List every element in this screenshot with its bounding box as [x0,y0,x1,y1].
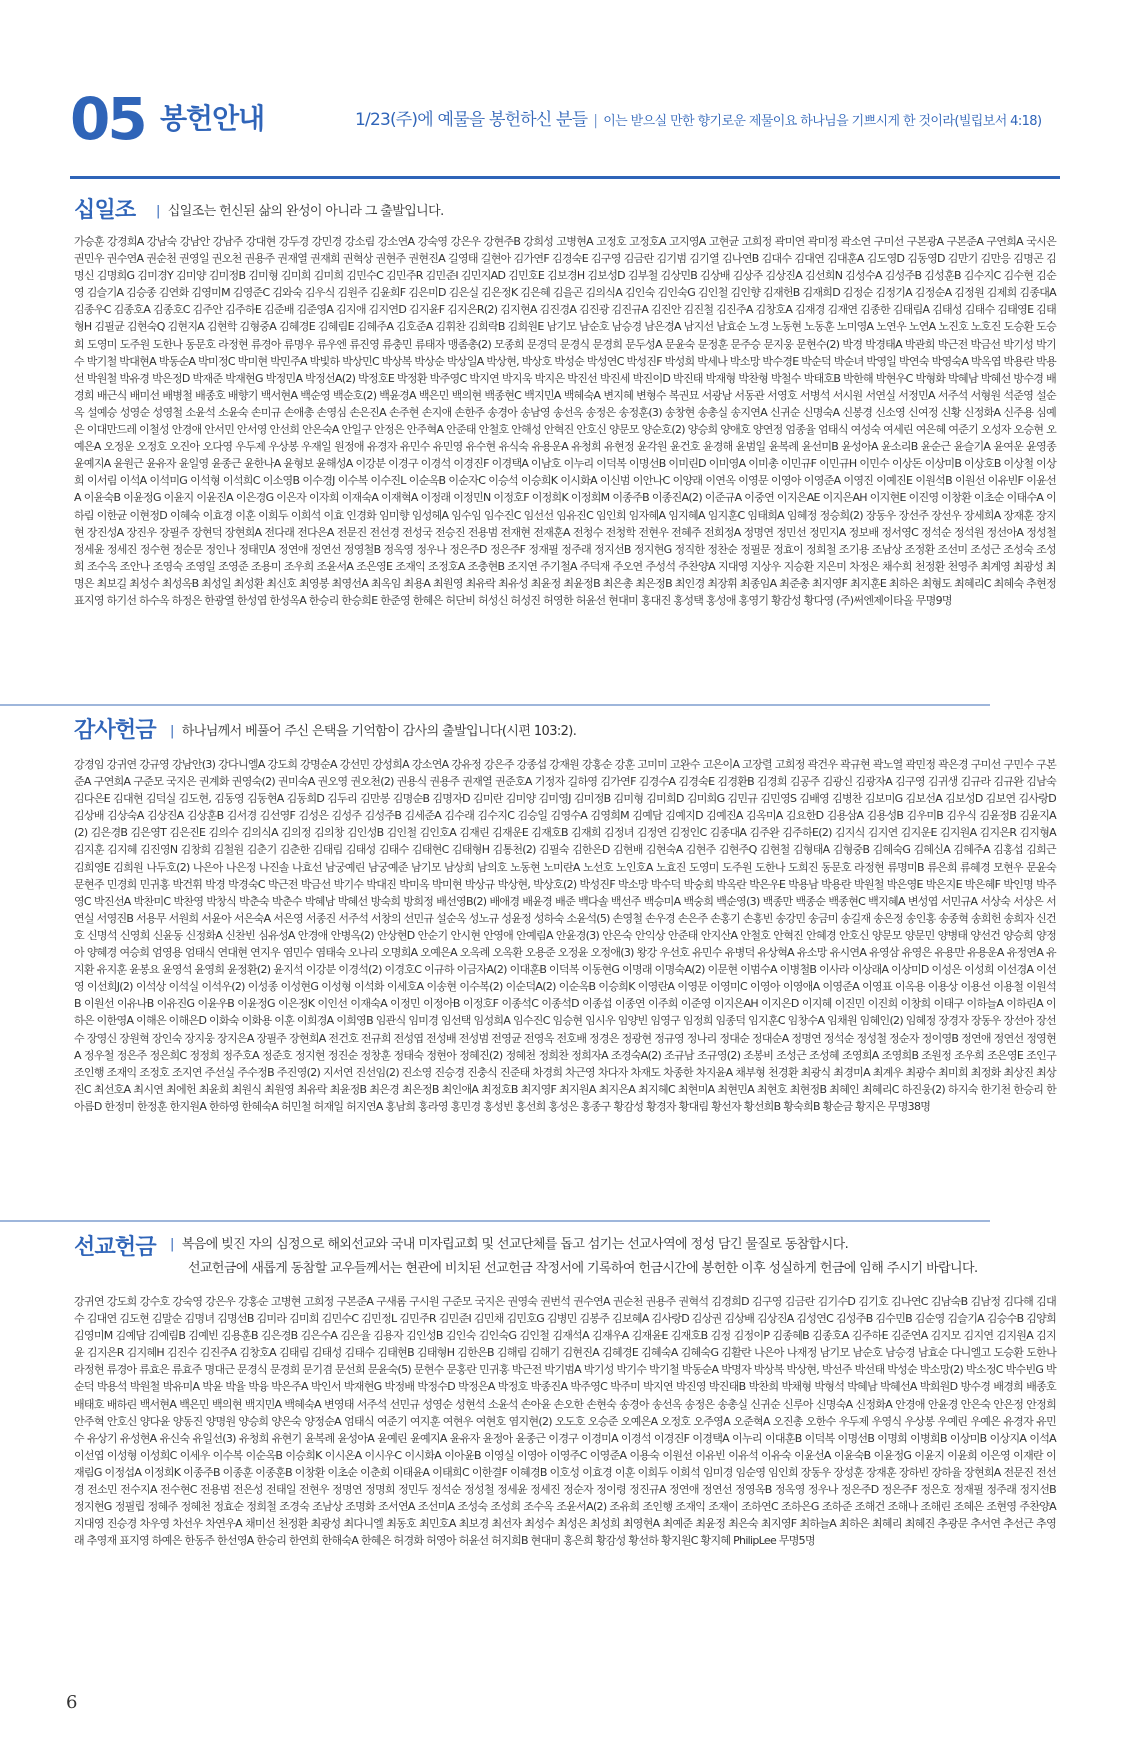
section-number: 05 [70,85,145,153]
page-header [70,85,1060,184]
page-title: 봉헌안내 [160,102,265,135]
page-number: 6 [66,1692,78,1713]
section-thanksgiving [70,716,1060,1186]
section-heading [70,1233,1060,1283]
section-separator: | [170,1237,174,1252]
header-subtitle [355,108,1041,134]
section-title: 감사헌금 [74,718,156,743]
section-divider [0,1220,990,1222]
section-separator: | [170,724,174,739]
donor-name-list: 가승훈 강경희A 강남숙 강남안 강남주 강대현 강두경 강민경 강소림 강소연A 강숙영 강은우 강현주B 강희성 고병현A 고정호 고정호A 고지영A 고현균 고희정 곽미연 곽미정 곽소연 구미선 구본광A 구본준A 구연희A 국시은 권민우 권수연A 권순천 권영일 권오천 권용주 권재열 권재희 권혁상 권현주 권현진A 길영태 길현아 김가연F 김경숙E 김구영 김금란 김기범 김기열 김나연B 김대수 김대연 김대훈A 김도영D 김동영D 김만기 김만응 김명곤 김명신 김명희G 김미경Y 김미양 김미정B 김미형 김미희 김미희 김민수C 김민주R 김민준I 김민지AD 김민호E 김보경H 김보성D 김부철 김상민B 김상배 김상주 김상진A 김선희N 김성수A 김성주B 김성훈B 김수지C 김수현 김순영 김슬기A 김승종 김연화 김영미M 김영준C 김와숙 김우식 김원주 김윤희F 김은미D 김은실 김은정K 김은혜 김을곤 김의식A 김인숙 김인숙G 김인철 김인향 김재헌B 김재희D 김정순 김정기A 김정순A 김정원 김제희 김종대A 김종우C 김종호A 김종호C 김주안 김주하E 김준배 김준영A 김지애 김지연D 김지윤F 김지은R(2) 김지현A 김진경A 김진광 김진규A 김진안 김진철 김진주A 김창호A 김재경 김재연 김종한 김태림A 김태성 김태수 김태영E 김태형H 김필균 김현숙Q 김현지A 김현학 김형중A 김혜경E 김혜림E 김혜주A 김호준A 김휘찬 김희락B 김희원E 남기모 남순호 남승경 남은경A 남지선 남효순 노경 노동현 노동훈 노미영A 노연우 노연A 노진호 노호진 도승환 도승희 도영미 도주원 도한나 동문호 라정현 류경아 류명우 류우엔 류진영 류충민 류태자 맹좀총(2) 모종희 문경덕 문경식 문경희 문두성A 문윤숙 문정훈 문주승 문지웅 문현수(2) 박경 박경태A 박관희 박근전 박금선 박기성 박기수 박기철 박대현A 박동순A 박미정C 박미현 박민주A 박빛하 박상민C 박상복 박상순 박상일A 박상현, 박상호 박성순 박성연C 박성진F 박성희 박세나 박소망 박수경E 박순덕 박순녀 박영일 박연숙 박영숙A 박옥엽 박용란 박용선 박원철 박유경 박은정D 박재준 박재현G 박정민A 박정선A(2) 박정호E 박정환 박주영C 박지연 박지욱 박지은 박진선 박진세 박진이D 박진태 박재형 박찬형 박철수 박태호B 박한해 박현우C 박형화 박혜남 박혜선 방수경 배경희 배근식 배미선 배병철 배종호 배향기 백서현A 백순영 백순호(2) 백윤경A 백은민 백의현 백종현C 백지민A 백혜숙A 변지혜 변형수 복권묘 서광남 서동관 서영호 서병석 서시원 서연실 서정민A 서주석 서형원 석준영 설순옥 설예승 성영순 성영철 소윤석 소윤숙 손미규 손애총 손영심 손은진A 손주현 손지애 손한주 송경아 송남영 송선옥 송정은 송정훈(3) 송창현 송총실 송지연A 신귀순 신명숙A 신봉경 신소영 신여정 신황 신정화A 신주용 심예은 이대만드레 이철성 안경애 안서민 안서영 안선희 안은숙A 안일구 안정은 안주혁A 안준태 안철호 안해성 안혁진 안호신 양문모 양순호(2) 양승희 양애호 양연정 엄종율 엄태식 여성숙 여세린 여은혜 여준기 오성자 오승현 오예은A 오정운 오정호 오진아 오다영 우두제 우상봉 우재일 원정애 유경자 유민수 유민영 유수현 유식숙 유용운A 유청희 유현정 윤각원 윤건호 윤경해 윤범일 윤복례 윤선미B 윤성아A 윤소리B 윤순근 윤슬기A 윤여운 윤영종 윤예지A 윤원근 윤유자 윤일영 윤종근 윤한나A 윤형보 윤해성A 이강분 이경구 이경석 이경진F 이경택A 이남호 이누리 이덕복 이명선B 이미린D 이미영A 이미총 이민규F 이민규H 이민수 이상돈 이상미B 이상호B 이상철 이상희 이서림 이석A 이석미G 이석형 이석희C 이소영B 이수경J 이수복 이수진L 이순옥B 이순자C 이승석 이승희K 이시화A 이신범 이안나C 이양래 이연옥 이영문 이영아 이영준A 이영진 이예진E 이원석B 이원선 이유빈F 이윤선A 이윤숙B 이윤정G 이윤지 이윤진A 이은경G 이은자 이자희 이재숙A 이재혁A 이정래 이정민N 이정호F 이정희K 이정희M 이종주B 이종진A(2) 이준규A 이중연 이지은AE 이지은AH 이지현E 이진영 이창환 이초순 이태수A 이하림 이한균 이현정D 이혜숙 이효경 이훈 이희두 이희석 이효 인경화 임미향 임성헤A 임수임 임수진C 임선선 임유진C 임인희 임자혜A 임지혜A 임지훈C 임태희A 임혜정 정승희(2) 장동우 장선주 장선우 장세희A 장재훈 장지현 장진성A 장진우 장필주 장현덕 장현희A 전다래 전다은A 전문진 전선경 전성국 전승진 전용범 전재현 전재훈A 전청수 전청학 전현우 전혜주 전희정A 정명연 정민선 정민지A 정보배 정서영C 정석순 정석원 정선아A 정성철 정세윤 정세진 정수현 정순문 정인나 정태민A 정연애 정연선 정영철B 정옥영 정우나 정은주D 정은주F 정재필 정주래 정지선B 정지현G 정직한 정찬순 정필문 정효이 정희철 조기용 조남상 조정환 조선미 조성근 조성숙 조성희 조수옥 조안나 조영숙 조영일 조영준 조용미 조우희 조윤서A 조은영E 조재익 조정호A 조충현B 조지연 주기철A 주덕재 주오연 주성석 주찬양A 지대영 지상우 지승환 지은미 차정은 채수희 천정환 천영주 최계영 최광성 최명은 최보길 최성수 최성옥B 최성일 최성환 최신호 최영봉 최영선A 최옥임 최용A 최원영 최유락 최유성 최윤정 최윤정B 최은총 최은정B 최인경 최장휘 최종임A 최준총 최지영F 최지훈E 최하은 최형도 최혜리C 최혜숙 추현정 표지영 하기선 하수옥 하정은 한광열 한성엽 한성옥A 한승리 한승희E 한준영 한혜은 허단비 허성신 허성진 허영한 허윤선 현대미 홍대진 홍성택 홍성애 홍영기 황감성 황다영 (주)써엔제이타올 무명9명 [74,235,1056,607]
header-rule [70,176,1060,179]
section-description-text: 십일조는 헌신된 삶의 완성이 아니라 그 출발입니다. [167,204,444,219]
section-title: 선교헌금 [74,1235,156,1260]
section-separator: | [156,204,160,219]
section-description-line2: 선교헌금에 새롭게 동참할 교우들께서는 현관에 비치된 선교헌금 작정서에 기록하여 헌금시간에 봉헌한 이후 성실하게 헌금에 임해 주시기 바랍니다. [188,1261,978,1276]
section-title: 십일조 [74,198,136,223]
section-missions [70,1233,1060,1673]
header-separator: | [593,113,598,129]
section-description-text: 복음에 빚진 자의 심정으로 해외선교와 국내 미자립교회 및 선교단체를 돕고 섬기는 선교사역에 정성 담긴 물질로 동참합시다. [181,1237,849,1252]
section-description [170,722,576,742]
section-heading [70,196,1060,230]
bible-verse: 이는 받으실 만한 향기로운 제물이요 하나님을 기쁘시게 한 것이라(빌립보서 4:18) [603,114,1042,129]
section-description-text: 하나님께서 베풀어 주신 은택을 기억함이 감사의 출발입니다(시편 103:2). [181,724,577,739]
date-caption: 1/23(주)에 예물을 봉헌하신 분들 [355,110,588,130]
section-description [170,1235,848,1255]
section-heading [70,716,1060,750]
section-divider [0,704,990,706]
donor-name-list: 강귀연 강도희 강수호 강숙영 강은우 강홍순 고병현 고희정 구본준A 구새롬 구시원 구준모 국지은 권영숙 권번석 권수연A 권순천 권용주 권혁석 김경희D 김구영 김금란 김기수D 김기호 김나연C 김남숙B 김남정 김다해 김대수 김대연 김도현 김말순 김명녀 김명선B 김미라 김미희 김민수C 김민정L 김민주R 김민준I 김민채 김민호G 김병민 김봉주 김보혜A 김사랑D 김상권 김상배 김상진A 김성연C 김성주B 김수민B 김순영 김슬기A 김승수B 김양희 김영미M 김예담 김예림B 김예빈 김용훈B 김은경B 김은수A 김은율 김용자 김인성B 김인숙 김인숙G 김인철 김재석A 김재우A 김재윤E 김재호B 김정 김정이P 김종혜B 김종호A 김주하E 김준연A 김지모 김지연 김지원A 김지윤 김지은R 김지혜H 김진수 김진주A 김창호A 김태림 김태성 김태수 김태현B 김태형H 김한은B 김해림 김해기 김현진A 김혜경E 김혜숙A 김혜숙G 김활란 나은아 나재정 남기모 남순호 남승경 남효순 다니엘고 도승환 도한나 라정현 류경아 류효은 류효주 명대근 문경식 문경희 문기겸 문선희 문윤숙(5) 문현수 문홍란 민귀홍 박근전 박기범A 박기성 박기수 박기철 박동순A 박명자 박상복 박상현, 박선주 박선태 박성순 박소망(2) 박소정C 박수빈G 박순덕 박용석 박원철 박유미A 박윤 박율 박융 박은주A 박인서 박재현G 박정배 박정수D 박정은A 박정호 박종진A 박주영C 박주미 박지연 박진영 박진태B 박찬희 박채형 박형석 박혜남 박혜선A 박희원D 방수경 배경희 배종호 배태호 배하린 백서현A 백은민 백의현 백지민A 백혜숙A 변영태 서주석 선민규 성영순 성현석 소윤석 손아윤 손오한 손현숙 송경아 송선옥 송정은 송총실 신귀순 신루아 신명숙A 신정화A 안경애 안윤경 안은숙 안은정 안정희 안주혁 안호신 양다윤 양동진 양명원 양승희 양은숙 양정순A 엄태식 여준기 여지훈 여현우 여현호 염지현(2) 오도호 오승준 오예은A 오정호 오주영A 오준혁A 오진총 오한수 우두제 우영식 우상봉 우예린 우예은 유경자 유민수 유상기 유성현A 유신숙 유일선(3) 유청희 유현기 윤복례 윤성아A 윤예린 윤예지A 윤유자 윤정아 윤종근 이경구 이경미A 이경석 이경진F 이경택A 이누리 이대훈B 이덕복 이명선B 이명희 이병희B 이상미B 이상지A 이석A 이선엽 이성형 이성희C 이세우 이수복 이순옥B 이승희K 이시온A 이시우C 이시화A 이아윤B 이영실 이영아 이영주C 이영준A 이용숙 이원선 이유빈 이유석 이유숙 이윤선A 이윤숙B 이윤정G 이윤지 이윤희 이은영 이재란 이재림G 이정섭A 이정희K 이종주B 이종훈 이종훈B 이창환 이초순 이춘희 이태윤A 이태희C 이한결F 이혜경B 이호성 이효경 이훈 이희두 이희석 임미경 임순영 임인희 장동우 장성훈 장재훈 장하빈 장하율 장현희A 전문진 전선경 전소민 전수지A 전수현C 전용범 전은성 전태일 전현우 정명연 정명희 정민두 정석순 정성철 정세윤 정세진 정순자 정이령 정진규A 정연애 정연선 정영옥B 정옥영 정우나 정은주D 정은주F 정은호 정재필 정주래 정지선B 정지현G 정필립 정혜주 정혜천 정효순 정희철 조경숙 조남상 조명화 조서연A 조선미A 조성숙 조성희 조수옥 조윤서A(2) 조유희 조인행 조재익 조재이 조하연C 조하은G 조하준 조해건 조해나 조해린 조혜은 조현영 주찬양A 지대영 진승경 차우영 차선우 차연우A 채미선 천정환 최광성 최다니엘 최동호 최민호A 최보경 최선자 최성수 최성은 최성희 최영현A 최예준 최윤정 최은숙 최지영F 최하늘A 최하은 최혜리 최혜진 추광문 추서연 추선근 추영래 추영재 표지영 하예은 한동주 한선영A 한승리 한연희 한해숙A 한혜은 허경화 허영아 허윤선 허지희B 현대미 홍은희 황감성 황선하 황지원C 황지혜 PhilipLee 무명5명 [74,1295,1056,1548]
donor-name-list: 강경임 강귀연 강규영 강남안(3) 강다니엘A 강도희 강명순A 강선민 강성희A 강소연A 강유정 강은주 강종섭 강재원 강홍순 강훈 고미미 고완수 고은이A 고장렬 고희정 곽건우 곽규현 곽노열 곽민정 곽은경 구미선 구민수 구본준A 구연희A 구준모 국지은 권계화 권영숙(2) 권미숙A 권오영 권오천(2) 권용식 권용주 권재열 권준호A 기정자 길하영 김가연F 김경수A 김경숙E 김경환B 김경희 김공주 김광신 김광자A 김구영 김귀생 김규라 김규완 김남숙 김다은E 김대현 김덕실 김도현, 김동영 김동현A 김동희D 김두리 김만봉 김명순B 김명자D 김미란 김미양 김미영J 김미정B 김미형 김미희D 김미희G 김민규 김민영S 김배영 김병찬 김보미G 김보선A 김보성D 김보연 김사랑D 김상배 김상숙A 김상진A 김상훈B 김서경 김선영F 김성은 김성주 김성주B 김세준A 김수래 김수지C 김승일 김영수A 김영희M 김예담 김예지D 김예진A 김옥미A 김요한D 김용삼A 김용성B 김우미B 김우식 김윤정B 김윤지A(2) 김은경B 김은영T 김은진E 김의수 김의식A 김의정 김의창 김인성B 김인철 김인호A 김재린 김재운E 김재호B 김재희 김정녀 김정연 김정인C 김종대A 김주완 김주하E(2) 김지식 김지연 김지운E 김지원A 김지은R 김지형A 김지훈 김지혜 김진영N 김창희 김철원 김춘기 김춘한 김태림 김태성 김태수 김태현C 김태형H 김통천(2) 김필숙 김한은D 김현배 김현숙A 김현주 김현주Q 김현철 김형태A 김형중B 김혜숙G 김혜신A 김혜주A 김홍섭 김희근 김희영E 김희원 나두호(2) 나은아 나은정 나진솔 나효선 남궁예린 남궁예준 남기모 남상희 남의호 노동현 노미란A 노선호 노인호A 노효진 도영미 도주원 도한나 도희진 동문호 라정현 류명미B 류은희 류혜경 모현우 문윤숙 문현주 민경희 민귀홍 박건휘 박경 박경숙C 박근전 박금선 박기수 박대진 박미옥 박미현 박상규 박상현, 박상호(2) 박성진F 박소망 박수덕 박숭희 박옥란 박은우E 박용남 박용란 박원철 박은영E 박은지E 박은혜F 박인명 박주영C 박진선A 박찬미C 박찬영 박창식 박춘숙 박춘수 박혜남 박혜선 방숙희 방희정 배선영B(2) 배애경 배윤경 배준 백다솔 백선주 백승미A 백숭희 백순영(3) 백종만 백종순 백종현C 백지혜A 변성엽 서민규A 서상숙 서상은 서연실 서영진B 서용무 서원희 서윤아 서은숙A 서은영 서종진 서주석 서창의 선민규 설순옥 성노규 성윤정 성하숙 소윤석(5) 손영철 손우경 손은주 손홍기 손홍빈 송강민 송금미 송길재 송은정 송인홍 송종혁 송희헌 송희자 신건호 신명석 신영희 신윤동 신정화A 신찬빈 심유성A 안경애 안병옥(2) 안상현D 안순기 안시현 안영애 안예림A 안윤경(3) 안은숙 안익상 안준태 안지산A 안철호 안혁진 안혜경 안호신 양문모 양문민 양병태 양선건 양승희 양정아 양혜경 여승희 엄영용 엄태식 연대현 연지우 염민수 염태숙 오나리 오명희A 오예은A 오옥례 오옥환 오용준 오정윤 오정애(3) 왕강 우선호 유민수 유병덕 유상혁A 유소망 유시연A 유영삼 유영은 유용만 유용운A 유정연A 유지환 유지훈 윤봉요 윤영석 윤영희 윤정환(2) 윤지석 이강분 이경석(2) 이경호C 이규하 이금자A(2) 이대훈B 이덕복 이동현G 이명래 이명숙A(2) 이문현 이범수A 이병철B 이사라 이상래A 이상미D 이성은 이성희 이선경A 이선영 이선희J(2) 이석상 이석실 이석우(2) 이성종 이성현G 이성형 이석화 이세호A 이송현 이수복(2) 이순덕A(2) 이순옥B 이승희K 이영란A 이영문 이영미C 이영아 이영애A 이영준A 이영표 이옥용 이용상 이용선 이용철 이원석B 이원선 이유나B 이유진G 이윤우B 이윤정G 이은정K 이인선 이재숙A 이정민 이정아B 이정호F 이종석C 이종석D 이종섭 이종연 이주희 이준영 이지은AH 이지은D 이지혜 이진민 이진희 이창희 이태구 이하늘A 이하린A 이하은 이한영A 이해은 이해은D 이화숙 이화용 이훈 이희경A 이희영B 임관식 임미경 임선택 임성희A 임수진C 임승현 임시우 임양빈 임영구 임정희 임종덕 임지훈C 임창수A 임채원 임혜인(2) 임혜정 장경자 장동우 장선아 장선수 장영신 장원혁 장인숙 장지웅 장지은A 장필주 장현희A 전건호 전규희 전성엽 전성배 전성범 전영균 전영옥 전호배 정경은 정광현 정규영 정나리 정대순 정대순A 정명연 정석순 정성철 정순자 정이영B 정연애 정연선 정영현A 정우철 정은주 정은희C 정정희 정주호A 정준호 정지현 정진순 정창훈 정태숙 정현아 정혜진(2) 정혜천 정희찬 정희자A 조경숙A(2) 조규남 조규영(2) 조봉비 조성근 조성혜 조영희A 조영희B 조원정 조우희 조은영E 조인구 조인행 조재익 조정호 조지연 주선실 주수정B 주진영(2) 지서연 진선임(2) 진소영 진승경 진충식 진준태 차경희 차근영 차다자 차재도 차종한 차지윤A 채부형 천경환 최광식 최경미A 최계우 최광수 최미희 최정화 최상진 최상진C 최선호A 최시연 최에헌 최윤희 최원식 최원영 최유락 최윤정B 최은경 최은정B 최인애A 최정호B 최지영F 최지원A 최지은A 최지헤C 최현미A 최현민A 최현호 최현정B 최혜인 최혜리C 하진웅(2) 하지숙 한기천 한승리 한아름D 한정미 한정훈 한지원A 한하영 한혜숙A 허민철 허재일 허지연A 홍남희 홍라영 홍민경 홍성빈 홍선희 홍성은 홍종구 황감성 황경자 황대림 황선자 황선희B 황숙희B 황순금 황지은 무명38명 [74,758,1057,1113]
section-tithe [70,196,1060,671]
section-description [156,202,444,222]
